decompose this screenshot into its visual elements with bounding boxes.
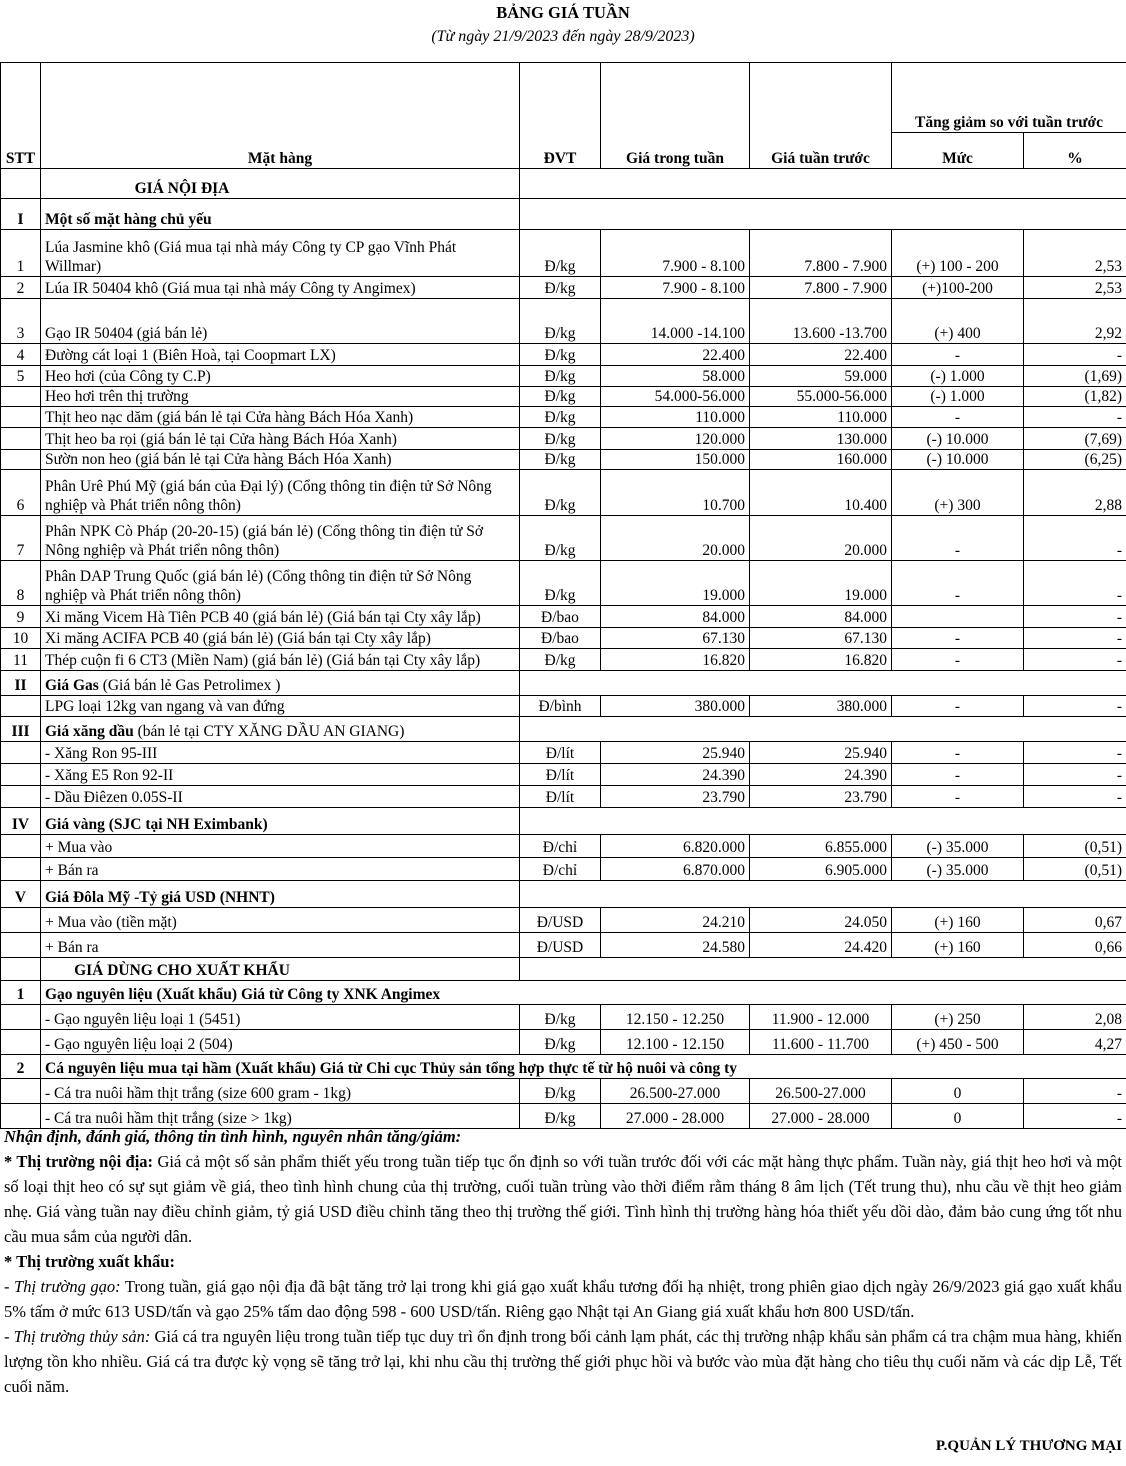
row-change-pct: - [1024,742,1126,764]
row-change-pct: - [1024,606,1126,628]
row-price-last-week: 16.820 [750,649,892,671]
row-change-level: (+) 160 [892,933,1024,958]
group-empty [520,808,1126,835]
group-note: (bán lẻ tại CTY XĂNG DẦU AN GIANG) [133,723,405,740]
row-change-level: 0 [892,1079,1024,1104]
header-last-week: Giá tuần trước [750,63,892,169]
group-stt: 2 [1,1055,41,1079]
group-title [41,808,520,835]
row-item-name: Phân NPK Cò Pháp (20-20-15) (giá bán lẻ) (Cổng thông tin điện tử Sở Nông nghiệp và Phát triển nông thôn) [41,516,520,561]
table-row [1,230,1126,277]
row-change-pct: 2,88 [1024,470,1126,516]
table-row [1,299,1126,344]
row-change-level: (-) 10.000 [892,428,1024,450]
row-unit: Đ/kg [520,407,601,428]
analysis-notes [4,1124,1122,1399]
row-change-pct: 2,92 [1024,299,1126,344]
row-price-last-week: 6.855.000 [750,835,892,858]
group-row-main-items [1,199,1126,230]
domestic-text: Giá cả một số sản phẩm thiết yếu trong tuần tiếp tục ổn định so với tuần trước đối với các mặt hàng thực phẩm. Tuần này, giá thịt heo hơi và một số loại thịt heo có sự sụt giảm về giá, theo tình hình chung của thị trường, cuối tuần trùng vào thời điểm rằm tháng 8 âm lịch (Tết trung thu), nhu cầu về thịt heo giảm nhẹ. Giá vàng tuần nay điều chỉnh giảm, tỷ giá USD điều chỉnh tăng theo thị trường thế giới. Tình hình thị trường hàng hóa thiết yếu dồi dào, đảm bảo cung ứng tốt nhu cầu mua sắm của người dân. [4,1152,1122,1246]
row-stt [1,428,41,450]
table-row [1,407,1126,428]
row-price-this-week: 12.150 - 12.250 [601,1005,750,1030]
domestic-market-note [4,1149,1122,1249]
row-price-last-week: 24.390 [750,764,892,786]
fish-text: Giá cá tra nguyên liệu trong tuần tiếp tục duy trì ổn định trong bối cảnh lạm phát, các thị trường nhập khẩu sản phẩm cá tra chậm mua hàng, khiến lượng tồn kho nhiều. Giá cá tra được kỳ vọng sẽ tăng trở lại, khi nhu cầu thị trường thế giới phục hồi và bước vào mùa đặt hàng cho tiêu thụ cuối năm và các dịp Lễ, Tết cuối năm. [4,1327,1123,1396]
group-title [41,981,1126,1005]
row-change-pct: - [1024,649,1126,671]
row-stt: 8 [1,561,41,606]
row-item-name: Phân Urê Phú Mỹ (giá bán của Đại lý) (Cổng thông tin điện tử Sở Nông nghiệp và Phát triển nông thôn) [41,470,520,516]
row-unit: Đ/kg [520,561,601,606]
row-price-this-week: 54.000-56.000 [601,387,750,407]
group-name: Giá Gas [45,677,99,694]
row-unit: Đ/bao [520,606,601,628]
row-change-pct: (6,25) [1024,450,1126,470]
row-stt [1,1079,41,1104]
row-item-name: - Cá tra nuôi hầm thịt trắng (size > 1kg) [41,1104,520,1129]
row-stt [1,696,41,717]
row-price-last-week: 27.000 - 28.000 [750,1104,892,1129]
group-stt: II [1,671,41,696]
table-row [1,428,1126,450]
row-stt: 2 [1,277,41,299]
row-price-this-week: 25.940 [601,742,750,764]
row-price-last-week: 84.000 [750,606,892,628]
row-stt: 6 [1,470,41,516]
row-item-name: - Dầu Điêzen 0.05S-II [41,786,520,808]
row-price-last-week: 26.500-27.000 [750,1079,892,1104]
row-price-this-week: 24.210 [601,908,750,933]
row-price-last-week: 10.400 [750,470,892,516]
row-price-this-week: 16.820 [601,649,750,671]
row-item-name: Sườn non heo (giá bán lẻ tại Cửa hàng Bách Hóa Xanh) [41,450,520,470]
table-row [1,835,1126,858]
row-item-name: - Xăng E5 Ron 92-II [41,764,520,786]
row-change-level: - [892,561,1024,606]
row-item-name: - Cá tra nuôi hầm thịt trắng (size 600 gram - 1kg) [41,1079,520,1104]
row-stt [1,1005,41,1030]
row-unit: Đ/kg [520,1005,601,1030]
row-change-level: - [892,344,1024,366]
row-stt [1,835,41,858]
row-unit: Đ/kg [520,428,601,450]
row-change-level: - [892,649,1024,671]
row-price-this-week: 14.000 -14.100 [601,299,750,344]
row-price-last-week: 24.050 [750,908,892,933]
row-change-level: (-) 35.000 [892,858,1024,881]
row-change-pct: 2,53 [1024,277,1126,299]
row-unit: Đ/kg [520,299,601,344]
row-change-pct: - [1024,786,1126,808]
row-item-name: Gạo IR 50404 (giá bán lẻ) [41,299,520,344]
row-unit: Đ/chỉ [520,835,601,858]
row-unit: Đ/USD [520,933,601,958]
table-row [1,742,1126,764]
row-unit: Đ/kg [520,366,601,387]
row-price-last-week: 6.905.000 [750,858,892,881]
row-change-level: (-) 35.000 [892,835,1024,858]
table-row [1,450,1126,470]
row-change-pct: - [1024,696,1126,717]
group-title [41,671,520,696]
row-item-name: Thịt heo ba rọi (giá bán lẻ tại Cửa hàng Bách Hóa Xanh) [41,428,520,450]
row-stt [1,786,41,808]
section-stt-empty [1,958,41,981]
group-title [41,1055,1126,1079]
header-change-pct: % [1024,133,1126,169]
row-stt [1,933,41,958]
table-row [1,277,1126,299]
row-price-last-week: 380.000 [750,696,892,717]
group-name: Gạo nguyên liệu (Xuất khẩu) Giá từ Công ty XNK Angimex [45,986,441,1003]
row-stt [1,407,41,428]
row-item-name: LPG loại 12kg van ngang và van đứng [41,696,520,717]
row-change-level: - [892,407,1024,428]
row-change-level: (+) 100 - 200 [892,230,1024,277]
row-unit: Đ/lít [520,764,601,786]
row-change-level: - [892,786,1024,808]
row-item-name: Heo hơi trên thị trường [41,387,520,407]
row-price-this-week: 23.790 [601,786,750,808]
row-price-this-week: 6.870.000 [601,858,750,881]
row-change-pct: (7,69) [1024,428,1126,450]
table-row [1,1005,1126,1030]
row-price-this-week: 10.700 [601,470,750,516]
row-stt: 1 [1,230,41,277]
row-change-level: - [892,628,1024,649]
row-change-pct: 2,53 [1024,230,1126,277]
page-title: BẢNG GIÁ TUẦN [496,3,630,22]
section-empty [520,958,1126,981]
row-item-name: Thép cuộn fi 6 CT3 (Miền Nam) (giá bán lẻ) (Giá bán tại Cty xây lắp) [41,649,520,671]
row-price-last-week: 24.420 [750,933,892,958]
header-this-week: Giá trong tuần [601,63,750,169]
group-name: Một số mặt hàng chủ yếu [45,211,212,228]
row-change-pct: - [1024,344,1126,366]
row-item-name: Đường cát loại 1 (Biên Hoà, tại Coopmart LX) [41,344,520,366]
row-unit: Đ/kg [520,1104,601,1129]
table-row [1,628,1126,649]
row-change-pct: - [1024,764,1126,786]
table-row [1,516,1126,561]
row-price-last-week: 130.000 [750,428,892,450]
row-stt: 4 [1,344,41,366]
row-change-pct: (0,51) [1024,835,1126,858]
row-item-name: + Bán ra [41,858,520,881]
row-change-level: (-) 1.000 [892,387,1024,407]
row-item-name: + Mua vào (tiền mặt) [41,908,520,933]
row-price-last-week: 55.000-56.000 [750,387,892,407]
row-change-level: 0 [892,1104,1024,1129]
table-row [1,606,1126,628]
row-change-level: (+) 450 - 500 [892,1030,1024,1055]
row-unit: Đ/kg [520,1030,601,1055]
table-row [1,344,1126,366]
group-row-fuel [1,717,1126,742]
table-row [1,908,1126,933]
row-change-pct: - [1024,1104,1126,1129]
group-row-gas [1,671,1126,696]
group-row-export-rice [1,981,1126,1005]
row-change-level: (-) 10.000 [892,450,1024,470]
row-change-level: (+) 400 [892,299,1024,344]
group-name: Cá nguyên liệu mua tại hầm (Xuất khẩu) Giá từ Chi cục Thủy sản tổng hợp thực tế từ hộ nuôi và công ty [45,1060,738,1077]
row-change-pct: 2,08 [1024,1005,1126,1030]
row-stt [1,742,41,764]
row-stt: 7 [1,516,41,561]
group-title [41,199,520,230]
row-item-name: Thịt heo nạc dăm (giá bán lẻ tại Cửa hàng Bách Hóa Xanh) [41,407,520,428]
row-change-pct: (1,69) [1024,366,1126,387]
row-unit: Đ/kg [520,450,601,470]
group-note: (Giá bán lẻ Gas Petrolimex ) [98,677,281,694]
row-change-pct: - [1024,561,1126,606]
row-item-name: - Gạo nguyên liệu loại 2 (504) [41,1030,520,1055]
domestic-label: * Thị trường nội địa: [4,1152,154,1171]
row-price-this-week: 24.580 [601,933,750,958]
table-row [1,649,1126,671]
header-stt: STT [1,63,41,169]
row-price-this-week: 24.390 [601,764,750,786]
row-change-level: (+)100-200 [892,277,1024,299]
row-change-level: (+) 300 [892,470,1024,516]
row-price-this-week: 120.000 [601,428,750,450]
row-price-last-week: 20.000 [750,516,892,561]
group-empty [520,717,1126,742]
row-item-name: Heo hơi (của Công ty C.P) [41,366,520,387]
row-unit: Đ/kg [520,516,601,561]
group-stt: IV [1,808,41,835]
group-row-export-fish [1,1055,1126,1079]
row-stt: 5 [1,366,41,387]
row-price-this-week: 7.900 - 8.100 [601,230,750,277]
group-stt: V [1,881,41,908]
row-stt [1,858,41,881]
row-price-this-week: 27.000 - 28.000 [601,1104,750,1129]
row-unit: Đ/bình [520,696,601,717]
row-unit: Đ/kg [520,387,601,407]
row-stt [1,764,41,786]
row-stt [1,908,41,933]
section-title: GIÁ DÙNG CHO XUẤT KHẨU [41,958,520,981]
row-change-level: (+) 160 [892,908,1024,933]
row-price-last-week: 25.940 [750,742,892,764]
group-name: Giá vàng (SJC tại NH Eximbank) [45,816,268,833]
row-unit: Đ/bao [520,628,601,649]
table-row [1,858,1126,881]
row-price-last-week: 13.600 -13.700 [750,299,892,344]
row-change-level: - [892,764,1024,786]
row-change-level: (-) 1.000 [892,366,1024,387]
section-export [1,958,1126,981]
row-stt: 10 [1,628,41,649]
row-price-this-week: 67.130 [601,628,750,649]
row-price-last-week: 59.000 [750,366,892,387]
row-price-last-week: 19.000 [750,561,892,606]
group-title [41,881,520,908]
row-price-last-week: 23.790 [750,786,892,808]
table-row [1,933,1126,958]
row-price-this-week: 380.000 [601,696,750,717]
row-change-level [892,606,1024,628]
row-price-this-week: 150.000 [601,450,750,470]
group-row-gold [1,808,1126,835]
section-stt-empty [1,169,41,199]
group-empty [520,671,1126,696]
fish-market-note [4,1324,1122,1399]
row-change-pct: - [1024,628,1126,649]
row-price-last-week: 7.800 - 7.900 [750,277,892,299]
header-unit: ĐVT [520,63,601,169]
row-price-last-week: 11.600 - 11.700 [750,1030,892,1055]
row-item-name: - Gạo nguyên liệu loại 1 (5451) [41,1005,520,1030]
header-change: Tăng giảm so với tuần trước [892,63,1126,133]
section-title: GIÁ NỘI ĐỊA [41,169,520,199]
row-stt [1,1030,41,1055]
group-name: Giá Đôla Mỹ -Tỷ giá USD (NHNT) [45,889,275,906]
row-price-this-week: 26.500-27.000 [601,1079,750,1104]
row-price-this-week: 84.000 [601,606,750,628]
group-stt: III [1,717,41,742]
export-market-label: * Thị trường xuất khẩu: [4,1252,175,1271]
row-price-last-week: 160.000 [750,450,892,470]
group-stt: 1 [1,981,41,1005]
row-change-pct: - [1024,1079,1126,1104]
header-item: Mặt hàng [41,63,520,169]
row-change-pct: - [1024,407,1126,428]
row-unit: Đ/kg [520,649,601,671]
table-header-row [1,63,1126,133]
section-empty [520,169,1126,199]
row-price-this-week: 20.000 [601,516,750,561]
group-title [41,717,520,742]
signature-department: P.QUẢN LÝ THƯƠNG MẠI [935,1438,1122,1454]
row-price-last-week: 110.000 [750,407,892,428]
group-empty [520,881,1126,908]
row-item-name: Lúa IR 50404 khô (Giá mua tại nhà máy Công ty Angimex) [41,277,520,299]
table-row [1,764,1126,786]
row-unit: Đ/kg [520,277,601,299]
row-change-pct: 0,66 [1024,933,1126,958]
row-stt: 3 [1,299,41,344]
row-change-level: - [892,516,1024,561]
row-price-this-week: 58.000 [601,366,750,387]
price-table [0,62,1126,1129]
rice-label: - Thị trường gạo: [4,1277,121,1296]
row-change-pct: (1,82) [1024,387,1126,407]
row-price-this-week: 7.900 - 8.100 [601,277,750,299]
table-row [1,1030,1126,1055]
row-unit: Đ/kg [520,1079,601,1104]
row-unit: Đ/chỉ [520,858,601,881]
row-item-name: Xi măng Vicem Hà Tiên PCB 40 (giá bán lẻ) (Giá bán tại Cty xây lắp) [41,606,520,628]
row-unit: Đ/kg [520,470,601,516]
table-row [1,1079,1126,1104]
row-change-level: - [892,696,1024,717]
row-price-last-week: 67.130 [750,628,892,649]
row-change-level: (+) 250 [892,1005,1024,1030]
row-unit: Đ/kg [520,230,601,277]
row-change-level: - [892,742,1024,764]
row-unit: Đ/lít [520,786,601,808]
row-price-this-week: 110.000 [601,407,750,428]
row-change-pct: - [1024,516,1126,561]
row-stt [1,387,41,407]
fish-label: - Thị trường thủy sản: [4,1327,151,1346]
row-stt: 9 [1,606,41,628]
table-body [1,169,1126,1129]
row-item-name: + Bán ra [41,933,520,958]
section-domestic [1,169,1126,199]
table-row [1,786,1126,808]
group-stt: I [1,199,41,230]
rice-text: Trong tuần, giá gạo nội địa đã bật tăng trở lại trong khi giá gạo xuất khẩu tương đối hạ nhiệt, trong phiên giao dịch ngày 26/9/2023 giá gạo xuất khẩu 5% tấm ở mức 613 USD/tấn và gạo 25% tấm dao động 598 - 600 USD/tấn. Riêng gạo Nhật tại An Giang giá xuất khẩu hơn 800 USD/tấn. [4,1277,1123,1321]
row-change-pct: (0,51) [1024,858,1126,881]
row-stt [1,450,41,470]
date-range-subtitle: (Từ ngày 21/9/2023 đến ngày 28/9/2023) [431,28,695,45]
row-item-name: + Mua vào [41,835,520,858]
table-row [1,561,1126,606]
row-price-last-week: 11.900 - 12.000 [750,1005,892,1030]
row-item-name: - Xăng Ron 95-III [41,742,520,764]
table-row [1,470,1126,516]
row-price-this-week: 6.820.000 [601,835,750,858]
group-row-usd [1,881,1126,908]
table-row [1,366,1126,387]
row-unit: Đ/kg [520,344,601,366]
table-row [1,387,1126,407]
row-change-pct: 0,67 [1024,908,1126,933]
row-price-last-week: 22.400 [750,344,892,366]
group-name: Giá xăng dầu [45,723,134,740]
row-unit: Đ/lít [520,742,601,764]
row-price-this-week: 22.400 [601,344,750,366]
row-item-name: Xi măng ACIFA PCB 40 (giá bán lẻ) (Giá bán tại Cty xây lắp) [41,628,520,649]
row-price-last-week: 7.800 - 7.900 [750,230,892,277]
row-price-this-week: 19.000 [601,561,750,606]
row-change-pct: 4,27 [1024,1030,1126,1055]
row-item-name: Phân DAP Trung Quốc (giá bán lẻ) (Cổng thông tin điện tử Sở Nông nghiệp và Phát triển nông thôn) [41,561,520,606]
notes-heading: Nhận định, đánh giá, thông tin tình hình, nguyên nhân tăng/giảm: [4,1127,462,1146]
rice-market-note [4,1274,1122,1324]
row-price-this-week: 12.100 - 12.150 [601,1030,750,1055]
row-stt: 11 [1,649,41,671]
row-item-name: Lúa Jasmine khô (Giá mua tại nhà máy Công ty CP gạo Vĩnh Phát Willmar) [41,230,520,277]
table-row [1,696,1126,717]
header-change-level: Mức [892,133,1024,169]
group-empty [520,199,1126,230]
row-unit: Đ/USD [520,908,601,933]
